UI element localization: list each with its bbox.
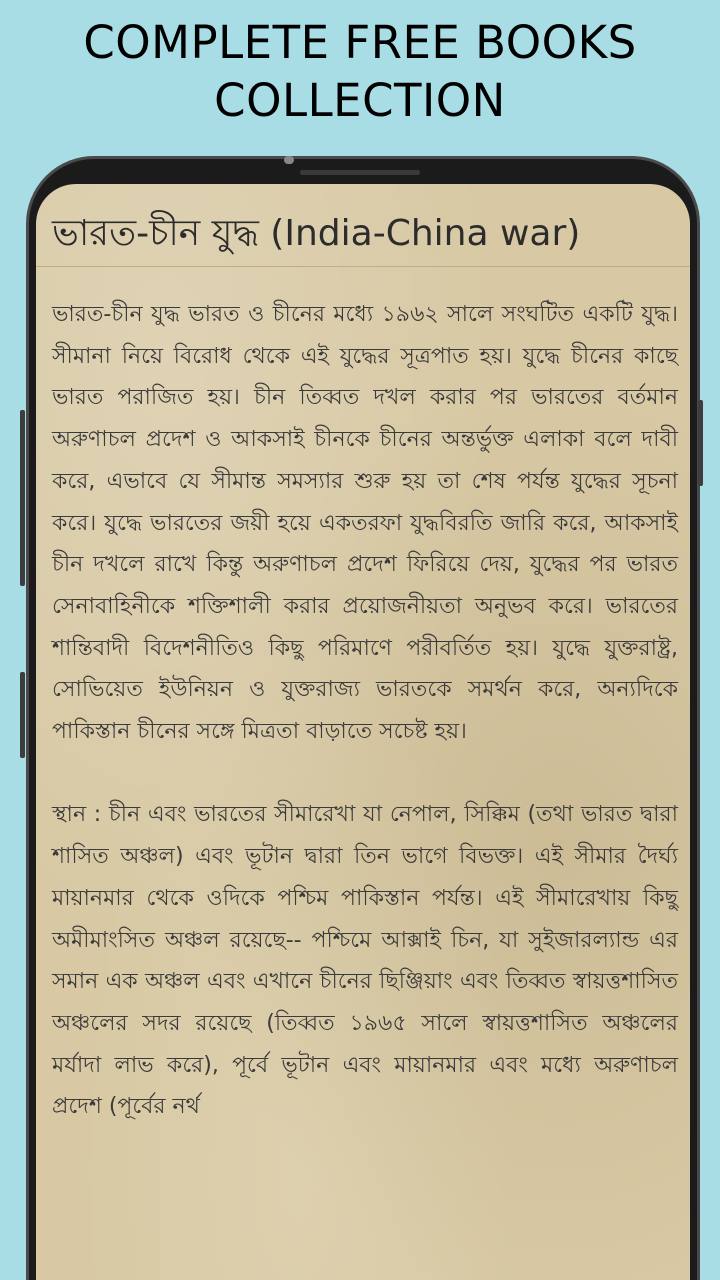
promo-title: COMPLETE FREE BOOKS COLLECTION <box>83 16 637 127</box>
article-body[interactable] <box>52 294 678 1170</box>
earpiece-speaker <box>300 170 420 175</box>
phone-side-button <box>20 672 25 758</box>
article-paragraph: ভারত-চীন যুদ্ধ ভারত ও চীনের মধ্যে ১৯৬২ সালে সংঘটিত একটি যুদ্ধ। সীমানা নিয়ে বিরোধ থেকে এই যুদ্ধের সূত্রপাত হয়। যুদ্ধে চীনের কাছে ভারত পরাজিত হয়। চীন তিব্বত দখল করার পর ভারতের বর্তমান অরুণাচল প্রদেশ ও আকসাই চীনকে চীনের অন্তর্ভুক্ত এলাকা বলে দাবী করে, এভাবে যে সীমান্ত সমস্যার শুরু হয় তা শেষ পর্যন্ত যুদ্ধের সূচনা করে। যুদ্ধে ভারতের জয়ী হয়ে একতরফা যুদ্ধবিরতি জারি করে, আকসাই চীন দখলে রাখে কিন্তু অরুণাচল প্রদেশ ফিরিয়ে দেয়, যুদ্ধের পর ভারত সেনাবাহিনীকে শক্তিশালী করার প্রয়োজনীয়তা অনুভব করে। ভারতের শান্তিবাদী বিদেশনীতিও কিছু পরিমাণে পরীবর্তিত হয়। যুদ্ধে যুক্তরাষ্ট্র, সোভিয়েত ইউনিয়ন ও যুক্তরাজ্য ভারতকে সমর্থন করে, অন্যদিকে পাকিস্তান চীনের সঙ্গে মিত্রতা বাড়াতে সচেষ্ট হয়। <box>52 302 678 745</box>
title-divider <box>36 266 690 267</box>
article-title: ভারত-চীন যুদ্ধ (India-China war) <box>52 213 581 254</box>
reader-screen[interactable] <box>36 184 690 1280</box>
phone-side-button <box>698 400 703 486</box>
phone-side-button <box>20 410 25 586</box>
article-paragraph: স্থান : চীন এবং ভারতের সীমারেখা যা নেপাল, সিক্কিম (তথা ভারত দ্বারা শাসিত অঞ্চল) এবং ভূটান দ্বারা তিন ভাগে বিভক্ত। এই সীমার দৈর্ঘ্য মায়ানমার থেকে ওদিকে পশ্চিম পাকিস্তান পর্যন্ত। এই সীমারেখায় কিছু অমীমাংসিত অঞ্চল রয়েছে-- পশ্চিমে আক্সাই চিন, যা সুইজারল্যান্ড এর সমান এক অঞ্চল এবং এখানে চীনের ছিঞ্জিয়াং এবং তিব্বত স্বায়ত্তশাসিত অঞ্চলের সদর রয়েছে (তিব্বত ১৯৬৫ সালে স্বায়ত্তশাসিত অঞ্চলের মর্যাদা লাভ করে), পূর্বে ভূটান এবং মায়ানমার এবং মধ্যে অরুণাচল প্রদেশ (পূর্বের নর্থ <box>52 802 678 1120</box>
front-camera <box>284 156 294 164</box>
